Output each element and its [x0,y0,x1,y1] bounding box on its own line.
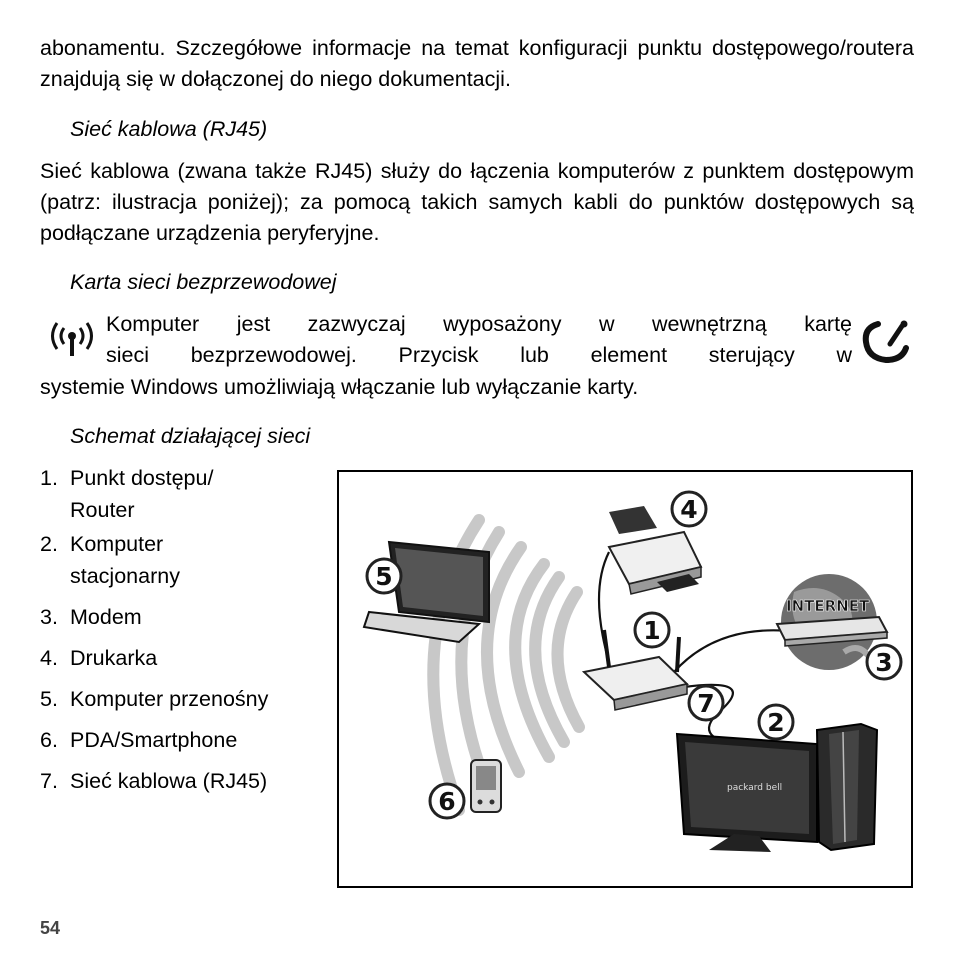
svg-text:2: 2 [767,708,785,737]
wireless-switch-icon [860,318,912,366]
badge-7 [689,686,723,720]
badge-2 [759,705,793,739]
wireless-antenna-icon [44,318,100,362]
svg-text:5: 5 [375,562,393,591]
paragraph-intro: abonamentu. Szczegółowe informacje na temat konfiguracji punktu dostępowego/routera znajdują się w dołączonej do niego dokumentacji. [40,36,914,91]
badge-4 [672,492,706,526]
legend-list [40,462,330,806]
heading-wired-network: Sieć kablowa (RJ45) [70,117,268,141]
list-item: 1. Punkt dostępu/ Router [40,466,214,522]
badge-3 [867,645,901,679]
desktop-tower-icon [817,724,877,850]
svg-text:3: 3 [875,648,893,677]
paragraph-wired-network: Sieć kablowa (zwana także RJ45) służy do łączenia komputerów z punktem dostępowym (patrz: ilustracja poniżej); za pomocą takich samych kabli do punktów dostępowych są podłączane urządzenia peryferyjne. [40,159,914,245]
list-item: 7. Sieć kablowa (RJ45) [40,769,268,793]
paragraph-wireless-line-3: systemie Windows umożliwiają włączanie lub wyłączanie karty. [40,375,639,399]
list-item: 4. Drukarka [40,646,158,670]
badge-1 [635,613,669,647]
paragraph-wireless-line-2: sieci bezprzewodowej. Przycisk lub element sterujący w [106,343,852,367]
list-item: 5. Komputer przenośny [40,687,269,711]
paragraph-wireless-line-1: Komputer jest zazwyczaj wyposażony w wewnętrzną kartę [106,312,852,336]
list-item: 6. PDA/Smartphone [40,728,238,752]
badge-6 [430,784,464,818]
badge-5 [367,559,401,593]
page-number: 54 [40,918,61,938]
network-diagram-art [339,472,911,886]
cable-modem [674,630,799,672]
network-diagram [337,470,913,888]
svg-text:1: 1 [643,616,661,645]
pda-icon [471,760,501,812]
internet-label: INTERNET [786,597,870,615]
list-item: 2. Komputer stacjonarny [40,532,180,588]
heading-network-diagram: Schemat działającej sieci [70,424,311,448]
svg-text:6: 6 [438,787,456,816]
list-item: 3. Modem [40,605,142,629]
heading-wireless-card: Karta sieci bezprzewodowej [70,270,337,294]
svg-text:7: 7 [697,689,715,718]
monitor-brand: packard bell [727,783,783,793]
monitor-icon [677,734,817,852]
router-icon [584,630,687,710]
svg-text:4: 4 [680,495,698,524]
